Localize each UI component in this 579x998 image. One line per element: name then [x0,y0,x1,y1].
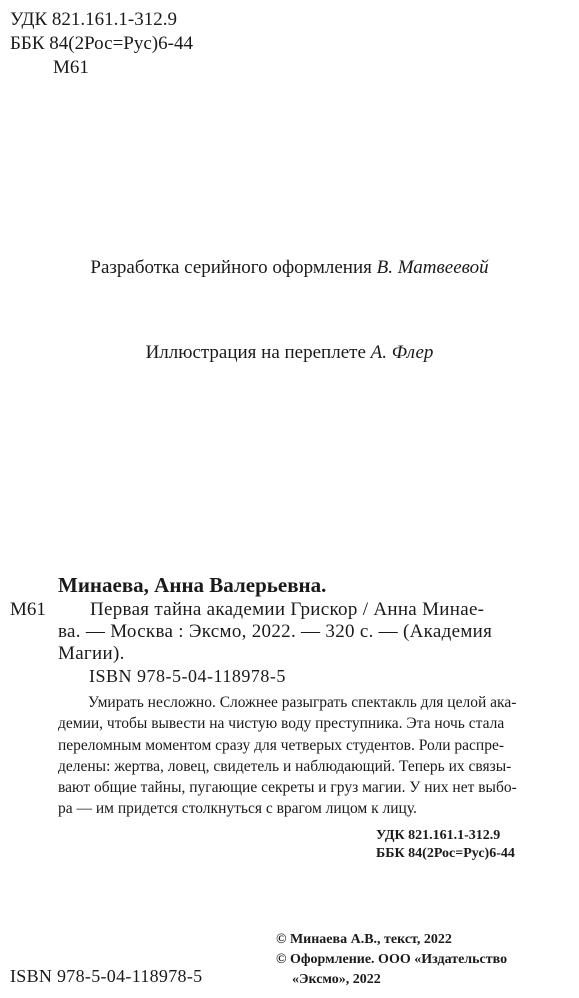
annotation-line: делены: жертва, ловец, свидетель и наблюдающий. Теперь их связы- [58,757,512,775]
bbk-code-bottom: ББК 84(2Рос=Рус)6-44 [376,846,515,861]
biblio-line: Первая тайна академии Грискор / Анна Минае- [90,599,485,620]
annotation-line: вают общие тайны, пугающие секреты и груз магии. У них нет выбо- [58,779,517,797]
cover-illustration-credit [0,342,579,364]
cover-illustration-label: Иллюстрация на переплете [145,342,366,363]
catalog-author-mark: М61 [10,599,46,620]
catalog-isbn: ISBN 978-5-04-118978-5 [89,666,286,686]
author-mark: М61 [53,57,89,78]
series-design-label: Разработка серийного оформления [90,257,372,278]
header-classification-codes [10,8,193,80]
annotation-line: демии, чтобы вывести на чистую воду преступника. Эта ночь стала [58,715,505,733]
annotation-line: переломным моментом сразу для четверых студентов. Роли распре- [58,736,505,754]
series-design-credit [0,257,579,279]
annotation-line: Умирать несложно. Сложнее разыграть спектакль для целой ака- [88,694,517,711]
copyright-publisher: «Эксмо», 2022 [292,972,381,987]
annotation [58,692,566,820]
copyright-block [276,930,507,990]
bibliographic-description [58,599,566,665]
biblio-line: Магии). [58,643,125,664]
annotation-line: ра — им придется столкнуться с врагом лицом к лицу. [58,800,417,818]
udk-code-bottom: УДК 821.161.1-312.9 [376,828,501,843]
biblio-line: ва. — Москва : Эксмо, 2022. — 320 с. — (Академия [58,621,493,642]
copyright-text: © Минаева А.В., текст, 2022 [276,932,452,947]
copyright-design: © Оформление. ООО «Издательство [276,952,508,967]
cover-illustration-name: А. Флер [370,342,434,363]
udk-code: УДК 821.161.1-312.9 [10,9,177,30]
bottom-classification-codes [376,827,515,863]
catalog-author: Минаева, Анна Валерьевна. [58,573,327,597]
bbk-code: ББК 84(2Рос=Рус)6-44 [10,33,193,54]
series-design-name: В. Матвеевой [376,257,489,278]
footer-isbn: ISBN 978-5-04-118978-5 [10,966,203,986]
